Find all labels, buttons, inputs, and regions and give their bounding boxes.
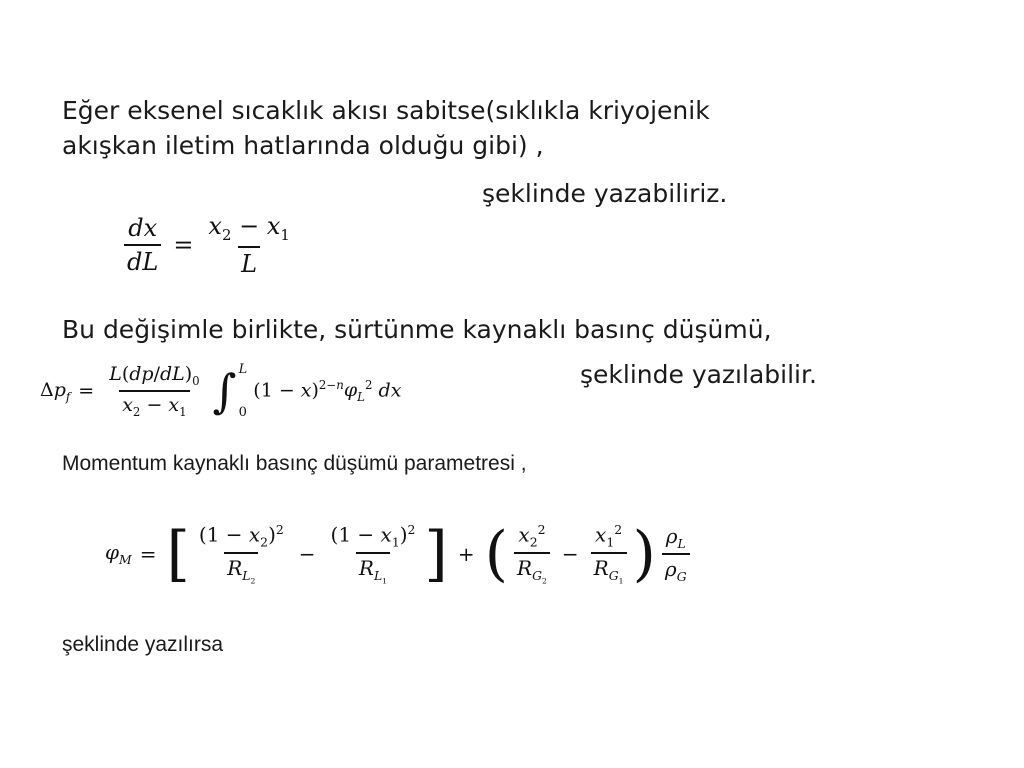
- paragraph-1-line-1: Eğer eksenel sıcaklık akısı sabitse(sıklıkla kriyojenik: [62, 96, 710, 125]
- paragraph-2-line-1: Bu değişimle birlikte, sürtünme kaynaklı basınç düşümü,: [62, 315, 772, 344]
- paragraph-4-line-1: şeklinde yazılırsa: [62, 633, 224, 656]
- paragraph-1-suffix: şeklinde yazabiliriz.: [482, 179, 728, 208]
- paragraph-2-suffix: şeklinde yazılabilir.: [580, 360, 817, 389]
- equation-quality-gradient: $\frac{dx}{dL}$ = $\frac{x_2 - x_1}{L}$: [120, 212, 297, 278]
- equation-friction-pressure-drop: $\Delta p_f$ = $\frac{L(dp/dL)_0}{x_2 - x_1}$ ∫ L 0 $(1 - x)^{2-n}\varphi_L^2$ dx: [40, 362, 402, 420]
- equation-momentum-parameter: $\varphi_M$ = [ $\frac{(1 - x_2)^2}{R_{L_2}}$ − $\frac{(1 - x_1)^2}{R_{L_1}}$ ] + ( $\frac{x_2^2}{R_{G_2}}$ − $\frac{x_1^2}{R_{G_1}}$ ) $\frac{\rho_L}{\rho_G}$: [105, 522, 694, 585]
- paragraph-1-line-2: akışkan iletim hatlarında olduğu gibi) ,: [62, 131, 544, 160]
- paragraph-3-line-1: Momentum kaynaklı basınç düşümü parametresi ,: [62, 452, 527, 475]
